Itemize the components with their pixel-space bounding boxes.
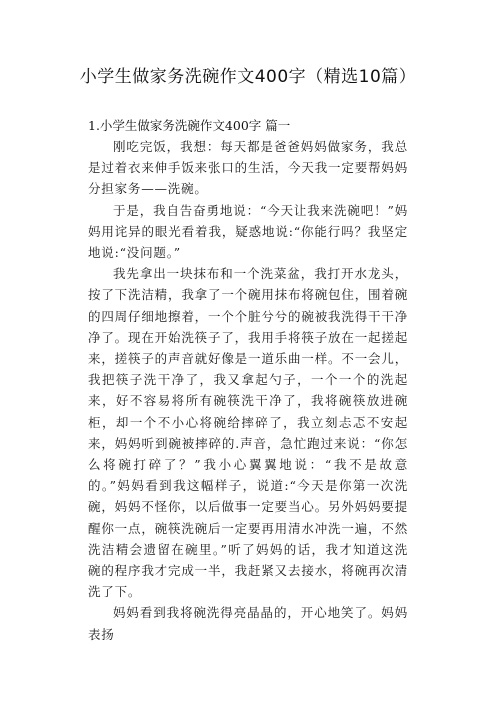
essay-body — [88, 136, 408, 645]
section-heading: 1.小学生做家务洗碗作文400字 篇一 — [88, 118, 291, 133]
paragraph: 我先拿出一块抹布和一个洗菜盆，我打开水龙头，按了下洗洁精，我拿了一个碗用抹布将碗包住，围着碗的四周仔细地擦着，一个个脏兮兮的碗被我洗得干干净净了。现在开始洗筷子了，我用手将筷子放在一起搓起来，搓筷子的声音就好像是一道乐曲一样。不一会儿，我把筷子洗干净了，我又拿起勺子，一个一个的洗起来，好不容易将所有碗筷洗干净了，我将碗筷放进碗柜，却一个不小心将碗给摔碎了，我立刻忐忑不安起来，妈妈听到碗被摔碎的.声音，急忙跑过来说：“你怎么将碗打碎了？”我小心翼翼地说：“我不是故意的。”妈妈看到我这幅样子，说道:“今天是你第一次洗碗，妈妈不怪你，以后做事一定要当心。另外妈妈要提醒你一点，碗筷洗碗后一定要再用清水冲洗一遍，不然洗洁精会遗留在碗里。”听了妈妈的话，我才知道这洗碗的程序我才完成一半，我赶紧又去接水，将碗再次清洗了下。 — [88, 266, 408, 600]
document-title: 小学生做家务洗碗作文400字（精选10篇） — [79, 67, 417, 87]
paragraph: 刚吃完饭，我想：每天都是爸爸妈妈做家务，我总是过着衣来伸手饭来张口的生活，今天我一定要帮妈妈分担家务——洗碗。 — [88, 139, 408, 197]
paragraph: 于是，我自告奋勇地说：“今天让我来洗碗吧！”妈妈用诧异的眼光看着我，疑惑地说:“你能行吗？我坚定地说:“没问题。” — [88, 202, 408, 261]
paragraph: 妈妈看到我将碗洗得亮晶晶的，开心地笑了。妈妈表扬 — [88, 605, 408, 642]
